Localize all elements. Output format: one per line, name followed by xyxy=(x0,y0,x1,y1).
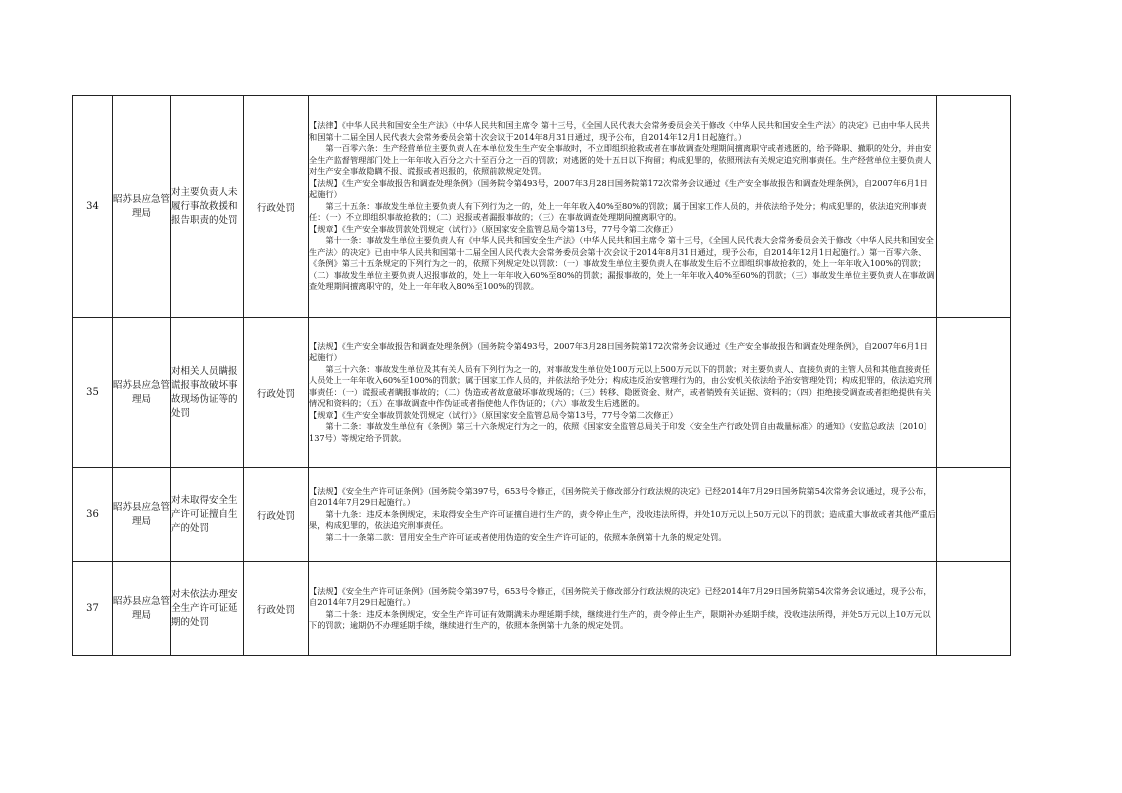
legal-basis-paragraph: 第十九条：违反本条例规定，未取得安全生产许可证擅自进行生产的，责令停止生产，没收违法所得，并处10万元以上50万元以下的罚款；造成重大事故或者其他严重后果，构成犯罪的，依法追究刑事责任。 xyxy=(309,508,936,531)
legal-basis-cell xyxy=(309,468,937,562)
legal-basis-paragraph: 第二十条：违反本条例规定，安全生产许可证有效期满未办理延期手续，继续进行生产的，责令停止生产，限期补办延期手续，没收违法所得，并处5万元以上10万元以下的罚款；逾期仍不办理延期手续，继续进行生产的，依照本条例第十九条的规定处罚。 xyxy=(309,608,931,630)
legal-basis-paragraph: 【规章】《生产安全事故罚款处罚规定（试行）》（原国家安全监管总局令第13号，77号令第二次修正） xyxy=(309,223,678,234)
table-row xyxy=(73,562,1011,656)
remarks-cell xyxy=(937,468,1011,562)
penalty-type-cell: 行政处罚 xyxy=(244,96,309,318)
legal-basis-paragraph: 第一百零六条：生产经营单位主要负责人在本单位发生生产安全事故时，不立即组织抢救或者在事故调查处理期间擅离职守或者逃匿的，给予降职、撤职的处分，并由安全生产监督管理部门处上一年年收入百分之六十至百分之一百的罚款；对逃匿的处十五日以下拘留；构成犯罪的，依照刑法有关规定追究刑事责任。生产经营单位主要负责人对生产安全事故隐瞒不报、谎报或者迟报的，依照前款规定处罚。 xyxy=(309,143,932,177)
legal-basis-cell xyxy=(309,318,937,468)
penalty-item-cell: 对主要负责人未履行事故救援和报告职责的处罚 xyxy=(171,96,244,318)
row-number: 36 xyxy=(73,468,113,562)
legal-basis-paragraph: 【规章】《生产安全事故罚款处罚规定（试行）》（原国家安全监管总局令第13号，77号令第二次修正） xyxy=(309,409,678,420)
department-cell: 昭苏县应急管理局 xyxy=(113,468,171,562)
department-cell: 昭苏县应急管理局 xyxy=(113,562,171,656)
penalty-item-cell: 对相关人员瞒报谎报事故破坏事故现场伪证等的处罚 xyxy=(171,318,244,468)
legal-basis-cell xyxy=(309,562,937,656)
table-row xyxy=(73,96,1011,318)
row-number: 34 xyxy=(73,96,113,318)
legal-basis-paragraph: 第三十五条：事故发生单位主要负责人有下列行为之一的，处上一年年收入40%至80%的罚款；属于国家工作人员的，并依法给予处分；构成犯罪的，依法追究刑事责任：（一）不立即组织事故抢救的；（二）迟报或者漏报事故的；（三）在事故调查处理期间擅离职守的。 xyxy=(309,200,927,223)
department-cell: 昭苏县应急管理局 xyxy=(113,96,171,318)
legal-basis-paragraph: 【法律】《中华人民共和国安全生产法》（中华人民共和国主席令 第十三号，《全国人民代表大会常务委员会关于修改〈中华人民共和国安全生产法〉的决定》已由中华人民共和国第十二届全国人民代表大会常务委员会第十次会议于2014年8月31日通过，现予公布，自2014年12月1日起施行。） xyxy=(309,120,930,142)
legal-basis-paragraph: 【法规】《安全生产许可证条例》（国务院令第397号，653号令修正，《国务院关于修改部分行政法规的决定》已经2014年7月29日国务院第54次常务会议通过，现予公布，自2014年7月29日起施行。） xyxy=(309,585,932,607)
legal-basis-paragraph: 第十二条：事故发生单位有《条例》第三十六条规定行为之一的，依照《国家安全监管总局关于印发〈安全生产行政处罚自由裁量标准〉的通知》（安监总政法〔2010〕137号）等规定给予罚款。 xyxy=(309,421,932,443)
legal-basis-paragraph: 【法规】《生产安全事故报告和调查处理条例》（国务院令第493号，2007年3月28日国务院第172次常务会议通过《生产安全事故报告和调查处理条例》，自2007年6月1日起施行） xyxy=(309,177,928,200)
legal-basis-paragraph: 【法规】《生产安全事故报告和调查处理条例》（国务院令第493号，2007年3月28日国务院第172次常务会议通过《生产安全事故报告和调查处理条例》，自2007年6月1日起施行） xyxy=(309,340,928,363)
legal-basis-cell xyxy=(309,96,937,318)
legal-basis-paragraph: 第十一条：事故发生单位主要负责人有《中华人民共和国安全生产法》（中华人民共和国主席令 第十三号，《全国人民代表大会常务委员会关于修改〈中华人民共和国安全生产法〉的决定》已由中华人民共和国第十二届全国人民代表大会常务委员会第十次会议于2014年8月31日通过，现予公布，自2014年12月1日起施行。）第一百零六条、《条例》第三十五条规定的下列行为之一的，依照下列规定处以罚款：（一）事故发生单位主要负责人在事故发生后不立即组织事故抢救的，处上一年年收入100%的罚款；（二）事故发生单位主要负责人迟报事故的，处上一年年收入60%至80%的罚款；漏报事故的，处上一年年收入40%至60%的罚款；（三）事故发生单位主要负责人在事故调查处理期间擅离职守的，处上一年年收入80%至100%的罚款。 xyxy=(309,235,935,292)
legal-basis-paragraph: 第三十六条：事故发生单位及其有关人员有下列行为之一的，对事故发生单位处100万元以上500万元以下的罚款；对主要负责人、直接负责的主管人员和其他直接责任人员处上一年年收入60%至100%的罚款；属于国家工作人员的，并依法给予处分；构成违反治安管理行为的，由公安机关依法给予治安管理处罚；构成犯罪的，依法追究刑事责任：（一）谎报或者瞒报事故的；（二）伪造或者故意破坏事故现场的；（三）转移、隐匿资金、财产，或者销毁有关证据、资料的；（四）拒绝接受调查或者拒绝提供有关情况和资料的；（五）在事故调查中作伪证或者指使他人作伪证的；（六）事故发生后逃匿的。 xyxy=(309,363,932,409)
remarks-cell xyxy=(937,318,1011,468)
penalty-type-cell: 行政处罚 xyxy=(244,562,309,656)
penalty-type-cell: 行政处罚 xyxy=(244,468,309,562)
remarks-cell xyxy=(937,96,1011,318)
penalty-item-cell: 对未依法办理安全生产许可证延期的处罚 xyxy=(171,562,244,656)
legal-basis-paragraph: 第二十一条第二款：冒用安全生产许可证或者使用伪造的安全生产许可证的，依照本条例第十九条的规定处罚。 xyxy=(325,531,727,542)
penalty-table xyxy=(72,95,1011,656)
penalty-type-cell: 行政处罚 xyxy=(244,318,309,468)
department-cell: 昭苏县应急管理局 xyxy=(113,318,171,468)
row-number: 35 xyxy=(73,318,113,468)
table-row xyxy=(73,468,1011,562)
table-row xyxy=(73,318,1011,468)
legal-basis-paragraph: 【法规】《安全生产许可证条例》（国务院令第397号，653号令修正，《国务院关于修改部分行政法规的决定》已经2014年7月29日国务院第54次常务会议通过，现予公布，自2014年7月29日起施行。） xyxy=(309,485,932,508)
remarks-cell xyxy=(937,562,1011,656)
row-number: 37 xyxy=(73,562,113,656)
penalty-item-cell: 对未取得安全生产许可证擅自生产的处罚 xyxy=(171,468,244,562)
